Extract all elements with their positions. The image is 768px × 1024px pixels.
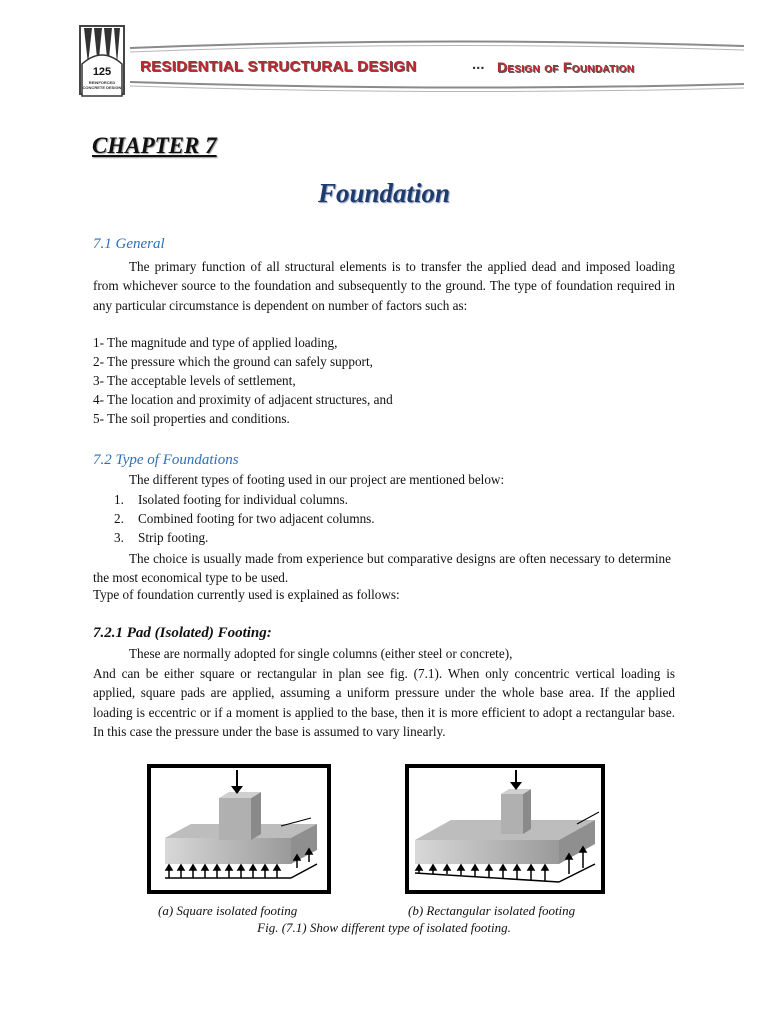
factor-item: 3- The acceptable levels of settlement,: [93, 373, 296, 388]
page-title: Foundation: [317, 178, 451, 208]
header-subtitle: Design of Foundation: [497, 59, 635, 75]
figure-caption-a: (a) Square isolated footing: [158, 903, 298, 918]
section-7-2-intro: The different types of footing used in our project are mentioned below:: [129, 472, 505, 487]
list-number: 3.: [114, 530, 124, 545]
logo-caption: REINFORCED CONCRETE DESIGN: [82, 80, 122, 90]
header-separator: ...: [472, 56, 485, 73]
list-text: Isolated footing for individual columns.: [138, 492, 348, 507]
page-header: [0, 0, 768, 110]
header-title: RESIDENTIAL STRUCTURAL DESIGN: [140, 58, 417, 75]
factor-item: 4- The location and proximity of adjacent structures, and: [93, 392, 393, 407]
figure-caption-b: (b) Rectangular isolated footing: [408, 903, 576, 918]
section-7-2-1-line1: These are normally adopted for single columns (either steel or concrete),: [129, 646, 513, 661]
factor-item: 2- The pressure which the ground can safely support,: [93, 354, 373, 369]
rectangular-footing-figure: [405, 764, 605, 894]
foundation-type-item: [114, 530, 208, 546]
section-7-2-choice: The choice is usually made from experience but comparative designs are often necessary to determine the most economical type to be used.: [93, 551, 671, 586]
logo-icon: [74, 24, 130, 104]
square-footing-drawing: [151, 768, 327, 890]
list-number: 1.: [114, 492, 124, 507]
rectangular-footing-drawing: [409, 768, 601, 890]
section-7-1-heading: 7.1 General: [93, 236, 165, 252]
foundation-type-item: [114, 492, 348, 508]
section-7-2-heading: 7.2 Type of Foundations: [93, 452, 239, 468]
list-text: Combined footing for two adjacent columns.: [138, 511, 375, 526]
list-text: Strip footing.: [138, 530, 209, 545]
section-7-1-paragraph: The primary function of all structural elements is to transfer the applied dead and imposed loading from whichever source to the foundation and subsequently to the ground. The type of foundation required in any particular circumstance is dependent on number of factors such as:: [93, 259, 675, 313]
section-7-2-1-heading: 7.2.1 Pad (Isolated) Footing:: [93, 625, 272, 641]
section-7-2-1-paragraph: And can be either square or rectangular in plan see fig. (7.1). When only concentric vertical loading is applied, square pads are applied, assuming a uniform pressure under the whole base area. If the applied loading is eccentric or if a moment is applied to the base, then it is more efficient to adopt a rectangular base. In this case the pressure under the base is assumed to vary linearly.: [93, 666, 675, 740]
section-7-2-explained: Type of foundation currently used is explained as follows:: [93, 587, 400, 602]
chapter-heading: CHAPTER 7: [92, 133, 217, 158]
list-number: 2.: [114, 511, 124, 526]
factor-item: 1- The magnitude and type of applied loading,: [93, 335, 338, 350]
foundation-type-item: [114, 511, 375, 527]
factor-item: 5- The soil properties and conditions.: [93, 411, 290, 426]
figure-caption: Fig. (7.1) Show different type of isolated footing.: [257, 920, 511, 935]
page-number: 125: [92, 66, 112, 78]
square-footing-figure: [147, 764, 331, 894]
